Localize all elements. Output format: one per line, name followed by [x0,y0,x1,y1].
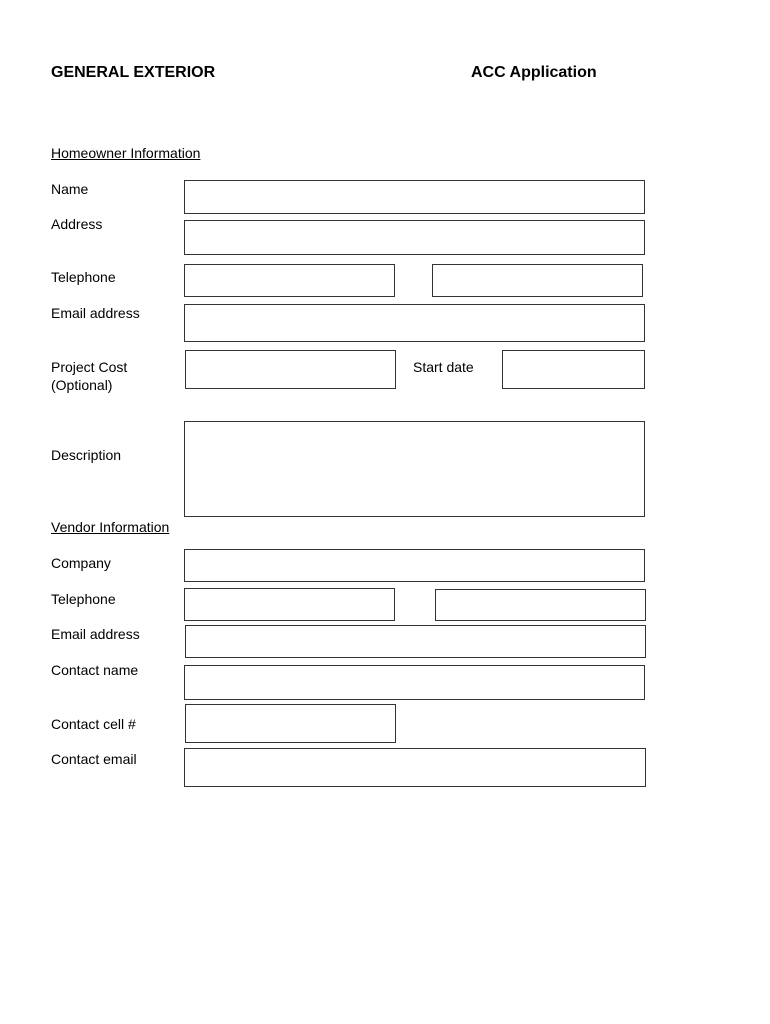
contact-email-label: Contact email [51,751,137,767]
contact-email-field[interactable] [184,748,646,787]
contact-name-field[interactable] [184,665,645,700]
vendor-section-title: Vendor Information [51,519,170,535]
email-field[interactable] [184,304,645,342]
name-field[interactable] [184,180,645,214]
vendor-telephone-field-primary[interactable] [184,588,395,621]
contact-cell-label: Contact cell # [51,716,136,732]
contact-cell-field[interactable] [185,704,396,743]
name-label: Name [51,181,89,197]
vendor-telephone-field-secondary[interactable] [435,589,646,621]
project-cost-label [51,358,127,394]
vendor-email-field[interactable] [185,625,646,658]
address-label: Address [51,216,103,232]
email-label: Email address [51,305,140,321]
form-title: GENERAL EXTERIOR [51,64,216,81]
vendor-telephone-label: Telephone [51,591,116,607]
vendor-email-label: Email address [51,626,140,642]
project-cost-field[interactable] [185,350,396,389]
start-date-label: Start date [413,359,474,375]
telephone-field-secondary[interactable] [432,264,643,297]
company-label: Company [51,555,111,571]
start-date-field[interactable] [502,350,645,389]
vendor-company-field[interactable] [184,549,645,582]
homeowner-section-title: Homeowner Information [51,145,201,161]
telephone-field-primary[interactable] [184,264,395,297]
project-cost-label-line1: Project Cost [51,359,128,375]
contact-name-label: Contact name [51,662,139,678]
description-label: Description [51,447,122,463]
address-field[interactable] [184,220,645,255]
description-field[interactable] [184,421,645,517]
application-title: ACC Application [471,64,597,81]
telephone-label: Telephone [51,269,116,285]
project-cost-label-line2: (Optional) [51,377,113,393]
